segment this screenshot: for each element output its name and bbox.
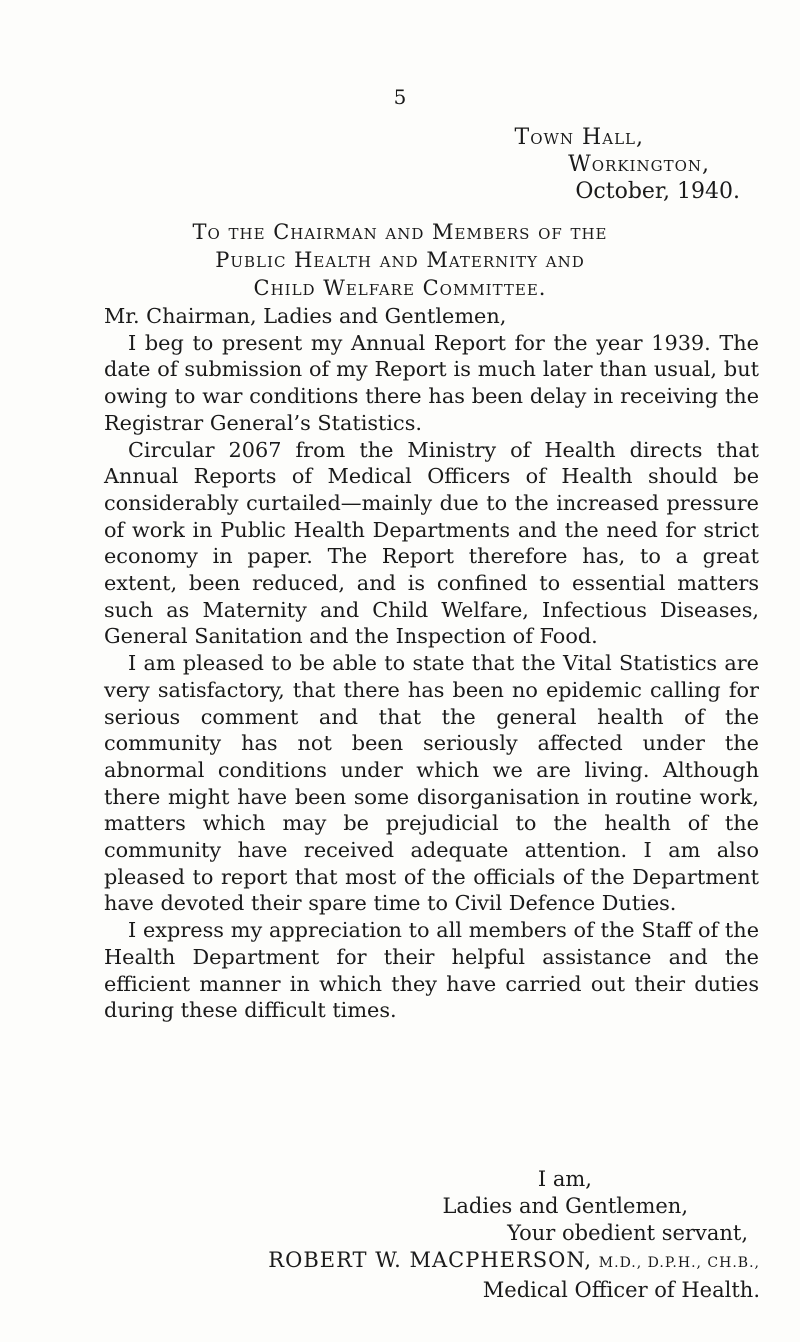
addressee-block: [0, 218, 800, 302]
greeting: Mr. Chairman, Ladies and Gentlemen,: [104, 304, 507, 328]
paragraph-4: I express my appreciation to all members of the Staff of the Health Department for their helpful assistance and the efficient manner in which they have carried out their duties during these difficult times.: [104, 918, 759, 1023]
addressee-line-3: Child Welfare Committee.: [253, 276, 547, 300]
closing-line-1: I am,: [537, 1167, 592, 1191]
paragraph-1: I beg to present my Annual Report for the year 1939. The date of submission of my Report is much later than usual, but owing to war conditions there has been delay in receiving the Registrar General’s Statistics.: [104, 330, 759, 435]
closing-line-3: Your obedient servant,: [507, 1221, 748, 1245]
addressee-line-2: Public Health and Maternity and: [215, 248, 585, 272]
signature-title: Medical Officer of Health.: [482, 1278, 760, 1302]
paragraph-3: I am pleased to be able to state that the Vital Statistics are very satisfactory, that there has been no epidemic calling for serious comment and that the general health of the community has not been seriously affected under the abnormal conditions under which we are living. Although there might have been some disorganisation in routine work, matters which may be prejudicial to the health of the community have received adequate attention. I am also pleased to report that most of the officials of the Department have devoted their spare time to Civil Defence Duties.: [104, 651, 759, 916]
signature-degrees: M.D., D.P.H., CH.B.,: [598, 1255, 760, 1271]
address-line-2: Workington,: [568, 152, 710, 177]
signature-name: ROBERT W. MACPHERSON,: [268, 1248, 593, 1272]
address-date: October, 1940.: [575, 179, 740, 204]
letter-body: [104, 303, 759, 1024]
page-number: 5: [393, 85, 407, 109]
closing-line-2: Ladies and Gentlemen,: [442, 1194, 688, 1218]
addressee-line-1: To the Chairman and Members of the: [192, 220, 608, 244]
sender-address: [515, 124, 740, 205]
signature: [0, 1247, 760, 1277]
address-line-1: Town Hall,: [514, 125, 644, 150]
paragraph-2: Circular 2067 from the Ministry of Health directs that Annual Reports of Medical Officers of Health should be considerably curtailed—mainly due to the increased pressure of work in Public Health Departments and the need for strict economy in paper. The Report therefore has, to a great extent, been reduced, and is confined to essential matters such as Maternity and Child Welfare, Infectious Diseases, General Sanitation and the Inspection of Food.: [104, 437, 759, 649]
closing-block: [0, 1166, 760, 1304]
